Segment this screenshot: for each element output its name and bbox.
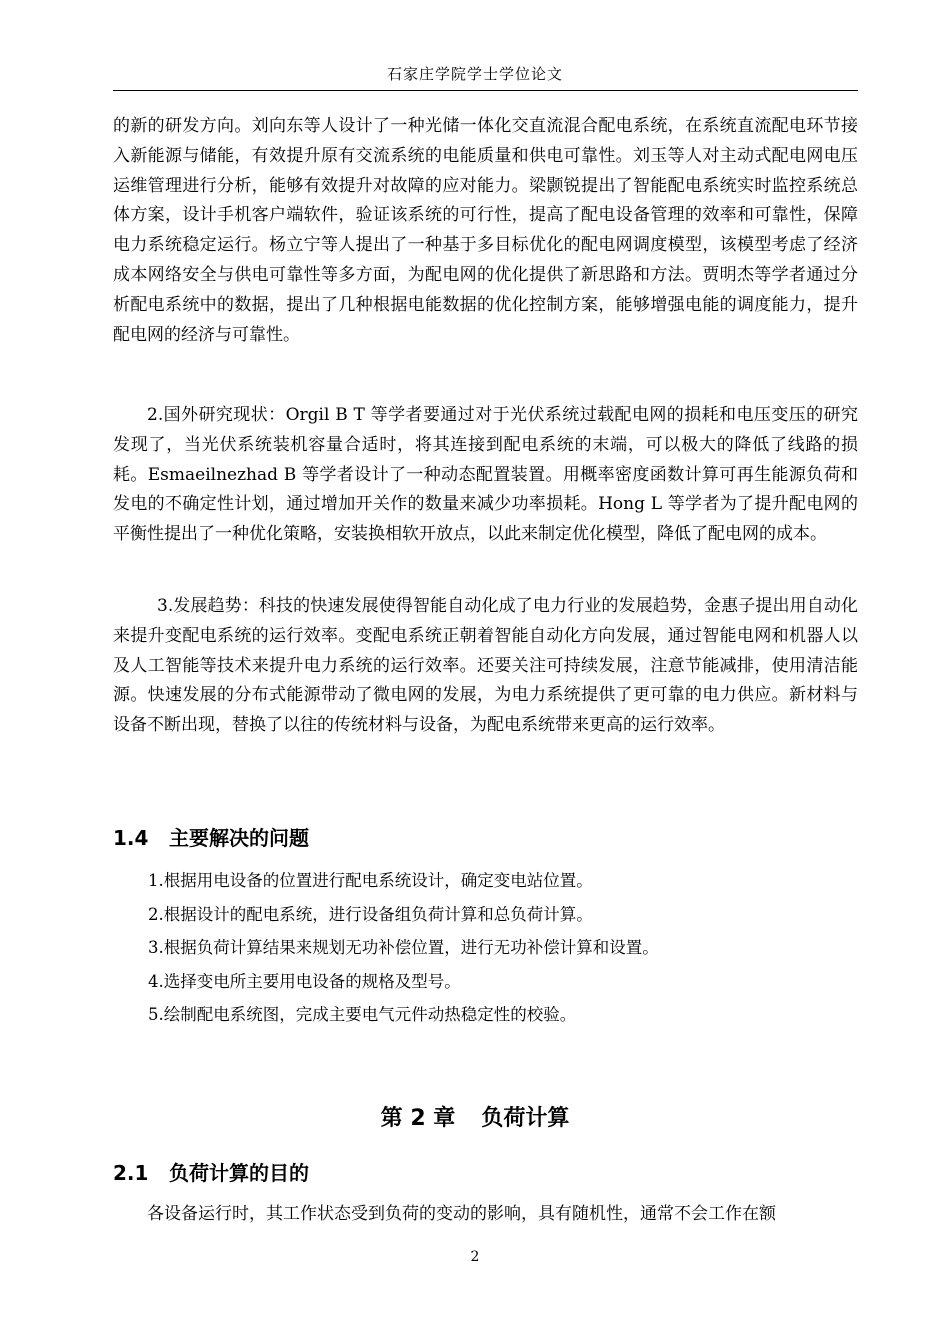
paragraph-domestic-research: 的新的研发方向。刘向东等人设计了一种光储一体化交直流混合配电系统，在系统直流配电环节接入新能源与储能，有效提升原有交流系统的电能质量和供电可靠性。刘玉等人对主动式配电网电压运维管理进行分析，能够有效提升对故障的应对能力。梁颢锐提出了智能配电系统实时监控系统总体方案，设计手机客户端软件，验证该系统的可行性，提高了配电设备管理的效率和可靠性，保障电力系统稳定运行。杨立宁等人提出了一种基于多目标优化的配电网调度模型，该模型考虑了经济成本网络安全与供电可靠性等多方面，为配电网的优化提供了新思路和方法。贾明杰等学者通过分析配电系统中的数据，提出了几种根据电能数据的优化控制方案，能够增强电能的调度能力，提升配电网的经济与可靠性。 (113, 116, 858, 345)
chapter-heading (0, 1105, 950, 1133)
chapter-number: 第 2 章 (380, 1105, 456, 1131)
list-item: 4.选择变电所主要用电设备的规格及型号。 (148, 971, 461, 991)
list-item: 1.根据用电设备的位置进行配电系统设计，确定变电站位置。 (148, 871, 593, 890)
paragraph-foreign-research: 2.国外研究现状：Orgil B T 等学者要通过对于光伏系统过载配电网的损耗和电压变压的研究发现了，当光伏系统装机容量合适时，将其连接到配电系统的末端，可以极大的降低了线路的损耗。Esmaeilnezhad B 等学者设计了一种动态配置装置。用概率密度函数计算可再生能源负荷和发电的不确定性计划，通过增加开关作的数量来减少功率损耗。Hong L 等学者为了提升配电网的平衡性提出了一种优化策略，安装换相软开放点，以此来制定优化模型，降低了配电网的成本。 (113, 405, 858, 545)
list-item: 2.根据设计的配电系统，进行设备组负荷计算和总负荷计算。 (148, 904, 593, 924)
list-item: 3.根据负荷计算结果来规划无功补偿位置，进行无功补偿计算和设置。 (148, 938, 659, 957)
chapter-title: 负荷计算 (481, 1105, 570, 1131)
running-header: 石家庄学院学士学位论文 (386, 65, 563, 83)
section-number: 2.1 (113, 1161, 149, 1185)
header-divider (113, 90, 858, 91)
section-title: 主要解决的问题 (169, 826, 309, 850)
paragraph-development-trend: 3.发展趋势：科技的快速发展使得智能自动化成了电力行业的发展趋势，金惠子提出用自动化来提升变配电系统的运行效率。变配电系统正朝着智能自动化方向发展，通过智能电网和机器人以及人工智能等技术来提升电力系统的运行效率。还要关注可持续发展，注意节能减排，使用清洁能源。快速发展的分布式能源带动了微电网的发展，为电力系统提供了更可靠的电力供应。新材料与设备不断出现，替换了以往的传统材料与设备，为配电系统带来更高的运行效率。 (113, 596, 858, 736)
paragraph-load-purpose: 各设备运行时，其工作状态受到负荷的变动的影响，具有随机性，通常不会工作在额 (147, 1204, 776, 1224)
section-heading-2-1 (113, 1160, 309, 1186)
section-heading-1-4 (113, 825, 309, 851)
section-title: 负荷计算的目的 (169, 1161, 309, 1185)
page-number: 2 (470, 1249, 480, 1265)
list-item: 5.绘制配电系统图，完成主要电气元件动热稳定性的校验。 (148, 1005, 577, 1024)
section-number: 1.4 (113, 826, 149, 850)
problem-list (148, 864, 858, 1032)
